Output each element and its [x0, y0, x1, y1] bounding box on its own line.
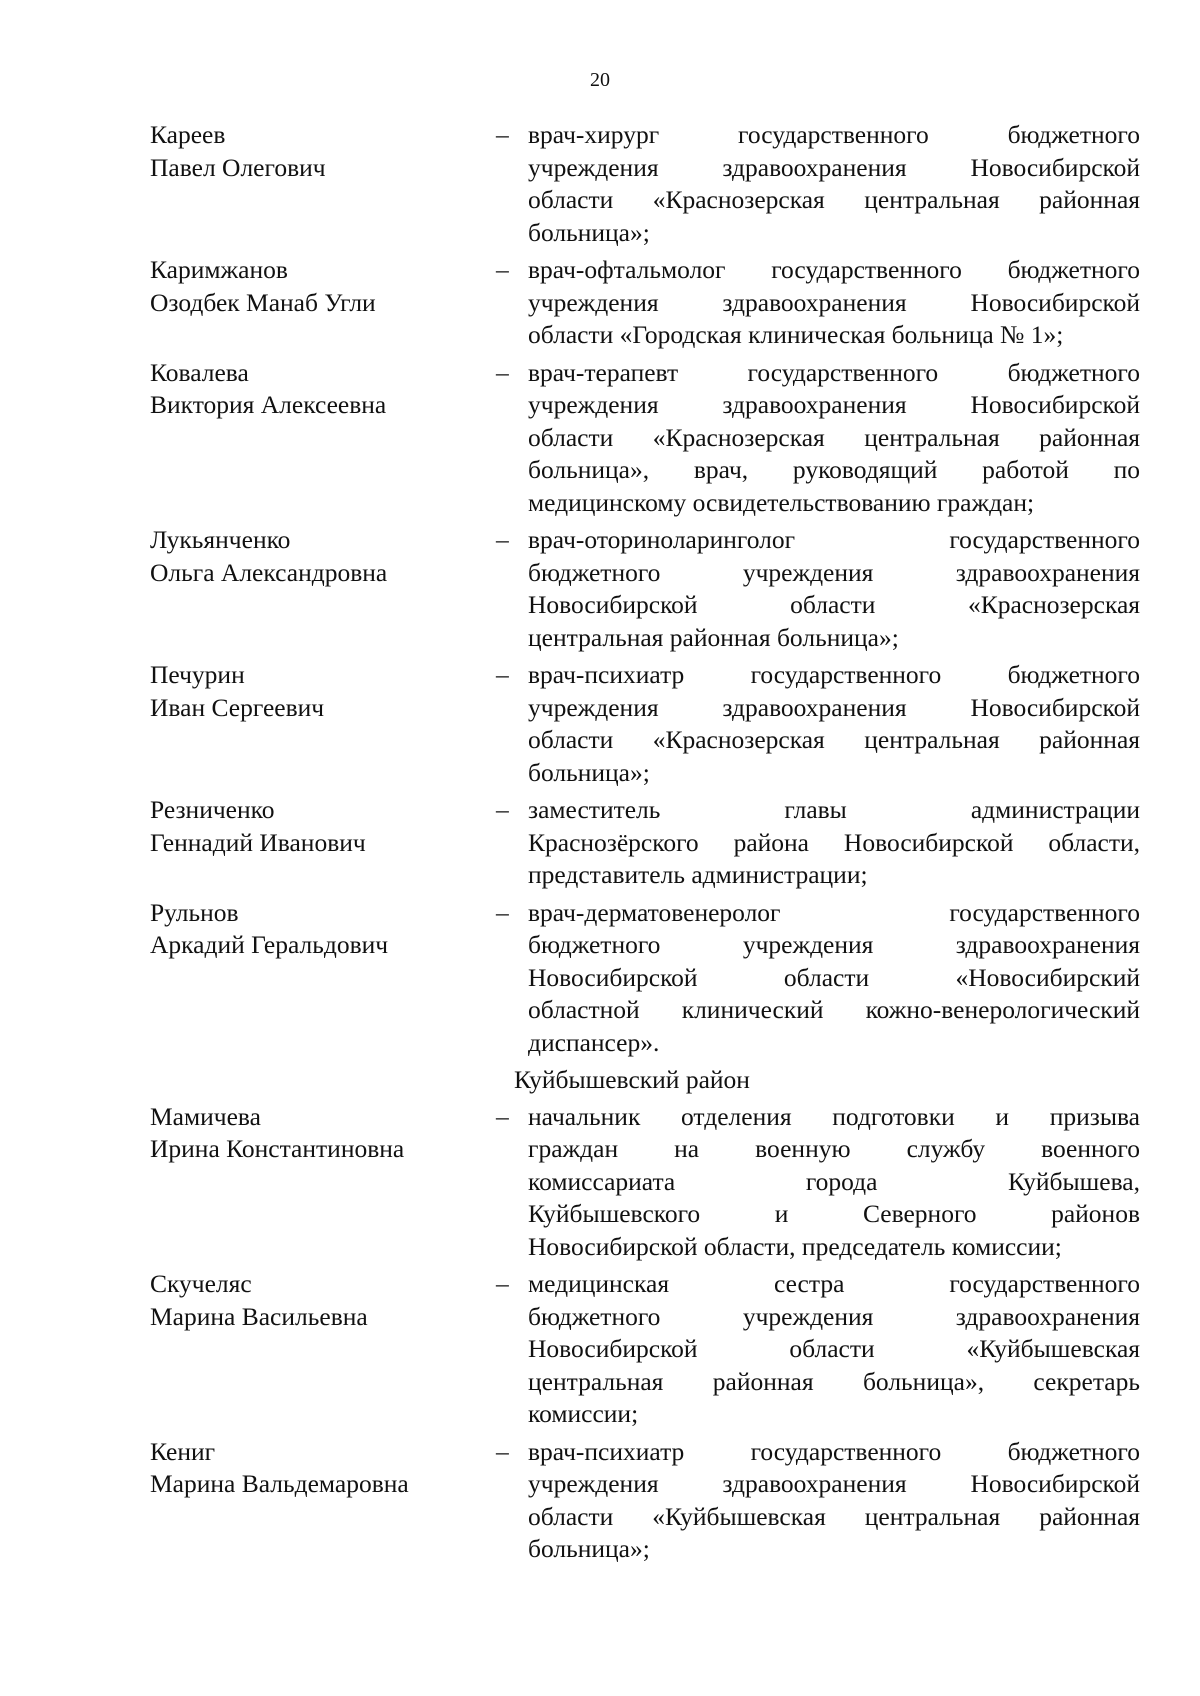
- position-line: Новосибирской области, председатель комиссии;: [528, 1231, 1062, 1261]
- position-line: врач-терапевт государственного бюджетного: [528, 357, 1140, 387]
- member-given-names: Озодбек Манаб Угли: [150, 287, 376, 317]
- member-surname: Кареев: [150, 120, 226, 149]
- position-line: области «Краснозерская центральная районная: [528, 422, 1140, 452]
- member-given-names: Марина Васильевна: [150, 1301, 368, 1331]
- position-line: врач-психиатр государственного бюджетного: [528, 1436, 1140, 1466]
- position-line: врач-офтальмолог государственного бюджетного: [528, 255, 1140, 284]
- member-position: [528, 524, 1140, 654]
- dash-separator: –: [496, 1436, 509, 1466]
- position-line: центральная районная больница»;: [528, 622, 899, 652]
- member-entry: [150, 119, 1140, 249]
- commission-members-list: [150, 1101, 1140, 1566]
- position-line: области «Краснозерская центральная районная: [528, 725, 1140, 754]
- member-entry: [150, 357, 1140, 520]
- member-position: [528, 794, 1140, 892]
- position-line: области «Куйбышевская центральная районная: [528, 1501, 1140, 1531]
- dash-separator: –: [496, 1101, 509, 1131]
- position-line: врач-оториноларинголог государственного: [528, 525, 1140, 554]
- member-position: [528, 897, 1140, 1060]
- member-name: [150, 794, 496, 892]
- position-line: граждан на военную службу военного: [528, 1134, 1140, 1163]
- page-number: 20: [590, 69, 610, 91]
- member-entry: [150, 1436, 1140, 1566]
- position-line: учреждения здравоохранения Новосибирской: [528, 287, 1140, 317]
- dash-separator: –: [496, 897, 509, 927]
- member-surname: Ковалева: [150, 357, 249, 387]
- position-line: больница»;: [528, 757, 650, 787]
- member-position: [528, 357, 1140, 520]
- member-given-names: Иван Сергеевич: [150, 692, 325, 722]
- member-position: [528, 1101, 1140, 1264]
- member-given-names: Павел Олегович: [150, 152, 326, 182]
- commission-members-list: [150, 119, 1140, 1059]
- member-name: [150, 524, 496, 654]
- position-line: медицинская сестра государственного: [528, 1269, 1140, 1298]
- member-position: [528, 1436, 1140, 1566]
- position-line: врач-психиатр государственного бюджетного: [528, 660, 1140, 689]
- position-line: учреждения здравоохранения Новосибирской: [528, 390, 1140, 419]
- position-line: Новосибирской области «Куйбышевская: [528, 1334, 1140, 1363]
- position-line: комиссариата города Куйбышева,: [528, 1166, 1140, 1196]
- member-name: [150, 897, 496, 1060]
- position-line: Краснозёрского района Новосибирской области,: [528, 827, 1140, 857]
- position-line: центральная районная больница», секретарь: [528, 1366, 1140, 1396]
- member-surname: Скучеляс: [150, 1269, 252, 1298]
- position-line: области «Городская клиническая больница № 1»;: [528, 320, 1064, 349]
- member-surname: Резниченко: [150, 795, 275, 824]
- member-given-names: Аркадий Геральдович: [150, 930, 389, 959]
- position-line: областной клинический кожно-венерологический: [528, 995, 1140, 1024]
- member-entry: [150, 794, 1140, 892]
- position-line: больница»;: [528, 217, 650, 247]
- member-position: [528, 659, 1140, 789]
- position-line: представитель администрации;: [528, 860, 868, 889]
- member-entry: [150, 254, 1140, 352]
- member-name: [150, 1101, 496, 1264]
- member-name: [150, 254, 496, 352]
- dash-separator: –: [496, 120, 509, 149]
- member-given-names: Ольга Александровна: [150, 557, 388, 587]
- member-position: [528, 254, 1140, 352]
- member-entry: [150, 1101, 1140, 1264]
- member-surname: Мамичева: [150, 1101, 261, 1131]
- member-name: [150, 119, 496, 249]
- position-line: начальник отделения подготовки и призыва: [528, 1101, 1140, 1131]
- member-surname: Печурин: [150, 660, 245, 689]
- position-line: медицинскому освидетельствованию граждан;: [528, 487, 1035, 517]
- member-position: [528, 119, 1140, 249]
- member-surname: Каримжанов: [150, 255, 288, 284]
- position-line: комиссии;: [528, 1399, 639, 1428]
- member-entry: [150, 524, 1140, 654]
- position-line: врач-дерматовенеролог государственного: [528, 897, 1140, 927]
- member-position: [528, 1268, 1140, 1431]
- position-line: бюджетного учреждения здравоохранения: [528, 1301, 1140, 1331]
- position-line: учреждения здравоохранения Новосибирской: [528, 152, 1140, 182]
- position-line: больница», врач, руководящий работой по: [528, 455, 1140, 484]
- document-body: [150, 119, 1140, 1571]
- dash-separator: –: [496, 525, 509, 554]
- position-line: учреждения здравоохранения Новосибирской: [528, 1469, 1140, 1498]
- dash-separator: –: [496, 795, 509, 824]
- dash-separator: –: [496, 660, 509, 689]
- member-name: [150, 1268, 496, 1431]
- position-line: Новосибирской области «Краснозерская: [528, 590, 1140, 619]
- section-title: Куйбышевский район: [514, 1065, 750, 1094]
- member-surname: Лукьянченко: [150, 525, 291, 554]
- position-line: больница»;: [528, 1534, 650, 1563]
- position-line: учреждения здравоохранения Новосибирской: [528, 692, 1140, 722]
- member-entry: [150, 659, 1140, 789]
- member-surname: Рульнов: [150, 897, 239, 927]
- position-line: области «Краснозерская центральная районная: [528, 185, 1140, 214]
- position-line: бюджетного учреждения здравоохранения: [528, 930, 1140, 959]
- member-given-names: Марина Вальдемаровна: [150, 1469, 409, 1498]
- member-given-names: Виктория Алексеевна: [150, 390, 387, 419]
- dash-separator: –: [496, 357, 509, 387]
- position-line: Новосибирской области «Новосибирский: [528, 962, 1140, 992]
- member-name: [150, 357, 496, 520]
- position-line: бюджетного учреждения здравоохранения: [528, 557, 1140, 587]
- dash-separator: –: [496, 255, 509, 284]
- dash-separator: –: [496, 1269, 509, 1298]
- member-entry: [150, 1268, 1140, 1431]
- position-line: Куйбышевского и Северного районов: [528, 1199, 1140, 1228]
- position-line: заместитель главы администрации: [528, 795, 1140, 824]
- member-given-names: Ирина Константиновна: [150, 1134, 405, 1163]
- member-given-names: Геннадий Иванович: [150, 827, 366, 857]
- member-name: [150, 1436, 496, 1566]
- member-name: [150, 659, 496, 789]
- member-surname: Кениг: [150, 1436, 216, 1466]
- member-entry: [150, 897, 1140, 1060]
- position-line: врач-хирург государственного бюджетного: [528, 120, 1140, 149]
- position-line: диспансер».: [528, 1027, 660, 1057]
